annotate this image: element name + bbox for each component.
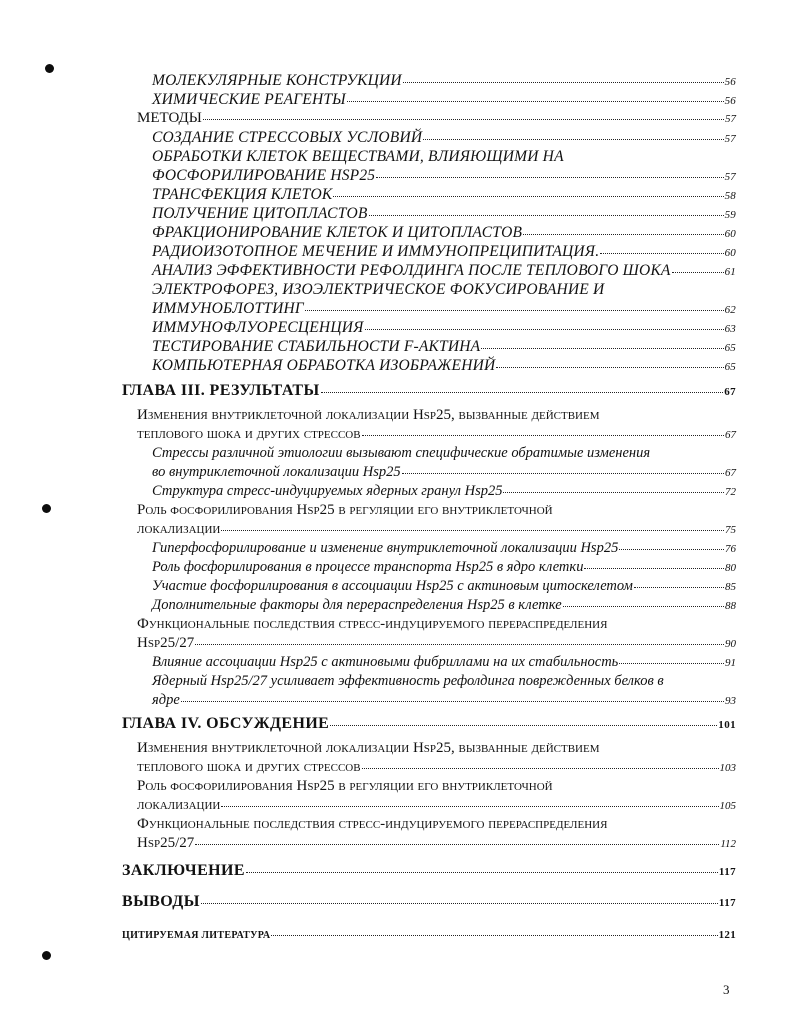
toc-chapter-results[interactable]: ГЛАВА III. РЕЗУЛЬТАТЫ 67 (122, 382, 736, 399)
toc-entry-phosphorylation-role-line1: Роль фосфорилирования Hsp25 в регуляции его внутриклеточной (137, 502, 553, 518)
toc-entry-stress-etiology-line1: Стрессы различной этиологии вызывают специфические обратимые изменения (152, 445, 651, 461)
toc-entry-fibril-stability[interactable]: Влияние ассоциации Hsp25 с актиновыми фибриллами на их стабильность 91 (152, 654, 736, 670)
toc-entry-cell-treatment-line1: ОБРАБОТКИ КЛЕТОК ВЕЩЕСТВАМИ, ВЛИЯЮЩИМИ НА (152, 148, 564, 165)
toc-entry-actin-association[interactable]: Участие фосфорилирования в ассоциации Hsp25 с актиновым цитоскелетом 85 (152, 578, 736, 594)
leader-dots (365, 329, 724, 330)
leader-dots (403, 82, 724, 83)
toc-entry-discussion-localization-line1: Изменения внутриклеточной локализации Hsp25, вызванные действием (137, 740, 600, 756)
toc-chapter-conclusion[interactable]: ЗАКЛЮЧЕНИЕ 117 (122, 862, 736, 879)
leader-dots (563, 606, 724, 607)
toc-chapter-findings[interactable]: ВЫВОДЫ 117 (122, 893, 736, 910)
toc-entry-stress-conditions[interactable]: СОЗДАНИЕ СТРЕССОВЫХ УСЛОВИЙ 57 (152, 129, 736, 146)
leader-dots (496, 367, 723, 368)
toc-entry-functional-consequences-line1: Функциональные последствия стресс-индуцируемого перераспределения (137, 616, 608, 632)
toc-entry-electrophoresis-line1: ЭЛЕКТРОФОРЕЗ, ИЗОЭЛЕКТРИЧЕСКОЕ ФОКУСИРОВАНИЕ И (152, 281, 605, 298)
leader-dots (246, 872, 718, 873)
toc-entry-discussion-phosphorylation[interactable]: локализации 105 (137, 797, 736, 813)
toc-entry-transfection[interactable]: ТРАНСФЕКЦИЯ КЛЕТОК 58 (152, 186, 736, 203)
leader-dots (195, 844, 719, 845)
toc-entry-additional-factors[interactable]: Дополнительные факторы для перераспределения Hsp25 в клетке 88 (152, 597, 736, 613)
leader-dots (221, 530, 724, 531)
leader-dots (203, 119, 724, 120)
leader-dots (221, 806, 718, 807)
toc-entry-nuclear-granules[interactable]: Структура стресс-индуцируемых ядерных гранул Hsp25 72 (152, 483, 736, 499)
toc-entry-results-localization[interactable]: теплового шока и других стрессов 67 (137, 426, 736, 442)
toc-entry-nuclear-refolding[interactable]: ядре 93 (152, 692, 736, 708)
leader-dots (619, 663, 724, 664)
leader-dots (347, 101, 724, 102)
toc-entry-discussion-functional[interactable]: Hsp25/27 112 (137, 835, 736, 851)
leader-dots (619, 549, 724, 550)
toc-entry-fractionation[interactable]: ФРАКЦИОНИРОВАНИЕ КЛЕТОК И ЦИТОПЛАСТОВ 60 (152, 224, 736, 241)
leader-dots (600, 253, 723, 254)
toc-entry-image-processing[interactable]: КОМПЬЮТЕРНАЯ ОБРАБОТКА ИЗОБРАЖЕНИЙ 65 (152, 357, 736, 374)
toc-entry-cytoplasts[interactable]: ПОЛУЧЕНИЕ ЦИТОПЛАСТОВ 59 (152, 205, 736, 222)
toc-entry-immunofluorescence[interactable]: ИММУНОФЛУОРЕСЦЕНЦИЯ 63 (152, 319, 736, 336)
leader-dots (333, 196, 723, 197)
toc-entry-results-localization-line1: Изменения внутриклеточной локализации Hsp25, вызванные действием (137, 407, 600, 423)
leader-dots (423, 139, 723, 140)
leader-dots (201, 903, 718, 904)
toc-entry-molecular-constructs[interactable]: МОЛЕКУЛЯРНЫЕ КОНСТРУКЦИИ 56 (152, 72, 736, 89)
page-number: 3 (723, 982, 730, 997)
leader-dots (181, 701, 724, 702)
toc-entry-phosphorylation-role[interactable]: локализации 75 (137, 521, 736, 537)
toc-entry-radioisotope-labeling[interactable]: РАДИОИЗОТОПНОЕ МЕЧЕНИЕ И ИММУНОПРЕЦИПИТАЦИЯ. 60 (152, 243, 736, 260)
leader-dots (271, 935, 717, 936)
toc-entry-refolding-analysis[interactable]: АНАЛИЗ ЭФФЕКТИВНОСТИ РЕФОЛДИНГА ПОСЛЕ ТЕПЛОВОГО ШОКА 61 (152, 262, 736, 279)
toc-entry-hyperphosphorylation[interactable]: Гиперфосфорилирование и изменение внутриклеточной локализации Hsp25 76 (152, 540, 736, 556)
toc-entry-methods[interactable]: МЕТОДЫ 57 (137, 110, 736, 126)
leader-dots (376, 177, 723, 178)
toc-entry-nuclear-transport[interactable]: Роль фосфорилирования в процессе транспорта Hsp25 в ядро клетки 80 (152, 559, 736, 575)
leader-dots (672, 272, 724, 273)
toc-entry-functional-consequences[interactable]: Hsp25/27 90 (137, 635, 736, 651)
toc-entry-nuclear-refolding-line1: Ядерный Hsp25/27 усиливает эффективность рефолдинга поврежденных белков в (152, 673, 664, 689)
leader-dots (321, 392, 724, 393)
toc-entry-f-actin-stability[interactable]: ТЕСТИРОВАНИЕ СТАБИЛЬНОСТИ F-АКТИНА 65 (152, 338, 736, 355)
leader-dots (362, 768, 719, 769)
leader-dots (634, 587, 724, 588)
toc-entry-stress-etiology[interactable]: во внутриклеточной локализации Hsp25 67 (152, 464, 736, 480)
toc-entry-discussion-localization[interactable]: теплового шока и других стрессов 103 (137, 759, 736, 775)
leader-dots (523, 234, 723, 235)
toc-chapter-references[interactable]: ЦИТИРУЕМАЯ ЛИТЕРАТУРА 121 (122, 929, 736, 941)
leader-dots (305, 310, 724, 311)
toc-entry-chemical-reagents[interactable]: ХИМИЧЕСКИЕ РЕАГЕНТЫ 56 (152, 91, 736, 108)
leader-dots (195, 644, 724, 645)
toc-entry-discussion-functional-line1: Функциональные последствия стресс-индуцируемого перераспределения (137, 816, 608, 832)
leader-dots (330, 725, 717, 726)
leader-dots (369, 215, 724, 216)
toc-entry-discussion-phosphorylation-line1: Роль фосфорилирования Hsp25 в регуляции его внутриклеточной (137, 778, 553, 794)
leader-dots (402, 473, 724, 474)
toc-chapter-discussion[interactable]: ГЛАВА IV. ОБСУЖДЕНИЕ 101 (122, 715, 736, 732)
toc-entry-cell-treatment[interactable]: ФОСФОРИЛИРОВАНИЕ HSP25 57 (152, 167, 736, 184)
leader-dots (481, 348, 723, 349)
toc-entry-immunoblotting[interactable]: ИММУНОБЛОТТИНГ 62 (152, 300, 736, 317)
leader-dots (503, 492, 724, 493)
leader-dots (362, 435, 724, 436)
leader-dots (584, 568, 724, 569)
